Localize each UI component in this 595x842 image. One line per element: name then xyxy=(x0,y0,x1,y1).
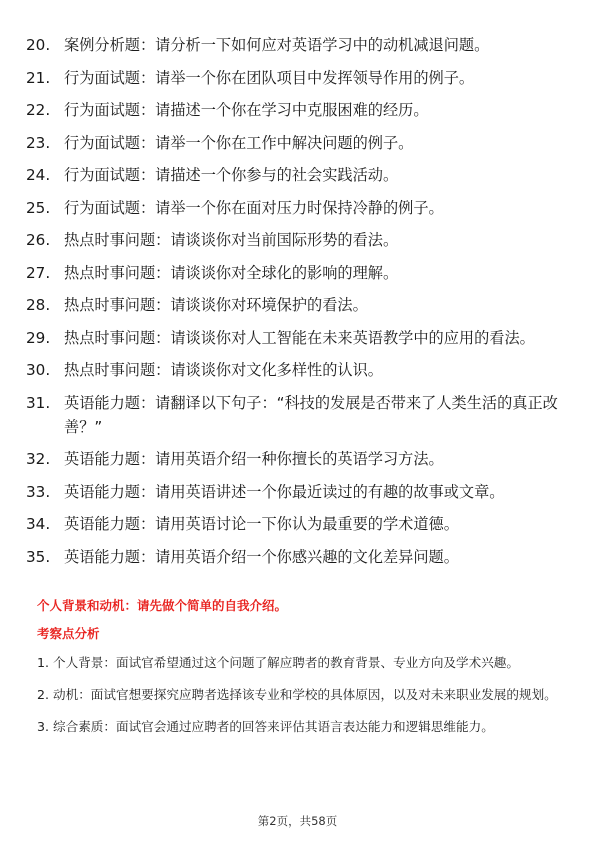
question-text: 行为面试题：请描述一个你在学习中克服困难的经历。 xyxy=(64,101,429,119)
question-text: 热点时事问题：请谈谈你对人工智能在未来英语教学中的应用的看法。 xyxy=(64,328,535,347)
question-number: 21. xyxy=(26,68,51,87)
question-text: 英语能力题：请用英语介绍一种你擅长的英语学习方法。 xyxy=(64,450,444,468)
page-footer: 第2页，共58页 xyxy=(257,814,338,828)
question-number: 25. xyxy=(26,198,51,217)
question-text: 热点时事问题：请谈谈你对全球化的影响的理解。 xyxy=(64,263,399,282)
question-item xyxy=(26,358,566,382)
question-item xyxy=(26,66,566,90)
question-number: 26. xyxy=(26,231,51,249)
analysis-point: 1. 个人背景：面试官希望通过这个问题了解应聘者的教育背景、专业方向及学术兴趣。 xyxy=(37,655,519,670)
question-text: 英语能力题：请翻译以下句子：“科技的发展是否带来了人类生活的真正改善？” xyxy=(64,393,558,436)
question-number: 22. xyxy=(26,101,51,119)
question-text: 热点时事问题：请谈谈你对文化多样性的认识。 xyxy=(64,361,383,379)
question-item xyxy=(26,261,566,285)
question-number: 31. xyxy=(26,393,51,412)
question-item xyxy=(26,228,566,252)
question-item xyxy=(26,391,566,439)
question-item xyxy=(26,131,566,155)
question-number: 23. xyxy=(26,133,51,152)
question-text: 英语能力题：请用英语讨论一下你认为最重要的学术道德。 xyxy=(64,515,459,533)
question-item xyxy=(26,447,566,471)
question-number: 35. xyxy=(26,547,51,566)
question-number: 30. xyxy=(26,361,51,379)
question-number: 33. xyxy=(26,482,51,501)
question-item xyxy=(26,196,566,220)
question-text: 行为面试题：请举一个你在团队项目中发挥领导作用的例子。 xyxy=(64,68,475,87)
question-text: 行为面试题：请描述一个你参与的社会实践活动。 xyxy=(64,166,399,184)
question-item xyxy=(26,163,566,187)
question-text: 行为面试题：请举一个你在工作中解决问题的例子。 xyxy=(64,133,414,152)
question-text: 英语能力题：请用英语介绍一个你感兴趣的文化差异问题。 xyxy=(64,547,459,566)
question-text: 案例分析题：请分析一下如何应对英语学习中的动机减退问题。 xyxy=(64,36,490,54)
question-number: 34. xyxy=(26,515,51,533)
question-number: 28. xyxy=(26,296,51,314)
section-subtitle: 考察点分析 xyxy=(37,626,100,641)
analysis-point: 2. 动机：面试官想要探究应聘者选择该专业和学校的具体原因，以及对未来职业发展的规划。 xyxy=(37,687,557,702)
question-number: 29. xyxy=(26,328,51,347)
question-item xyxy=(26,545,566,569)
question-text: 行为面试题：请举一个你在面对压力时保持冷静的例子。 xyxy=(64,198,444,217)
question-item xyxy=(26,512,566,536)
question-item xyxy=(26,33,566,57)
question-item xyxy=(26,98,566,122)
question-number: 32. xyxy=(26,450,51,468)
question-number: 27. xyxy=(26,263,51,282)
question-item xyxy=(26,480,566,504)
analysis-point: 3. 综合素质：面试官会通过应聘者的回答来评估其语言表达能力和逻辑思维能力。 xyxy=(37,719,494,734)
question-list xyxy=(26,33,566,577)
question-number: 20. xyxy=(26,36,51,54)
question-text: 热点时事问题：请谈谈你对当前国际形势的看法。 xyxy=(64,231,399,249)
question-text: 热点时事问题：请谈谈你对环境保护的看法。 xyxy=(64,296,368,314)
analysis-section xyxy=(37,597,562,748)
question-number: 24. xyxy=(26,166,51,184)
section-title: 个人背景和动机：请先做个简单的自我介绍。 xyxy=(37,598,288,613)
question-item xyxy=(26,293,566,317)
question-text: 英语能力题：请用英语讲述一个你最近读过的有趣的故事或文章。 xyxy=(64,482,505,501)
question-item xyxy=(26,326,566,350)
